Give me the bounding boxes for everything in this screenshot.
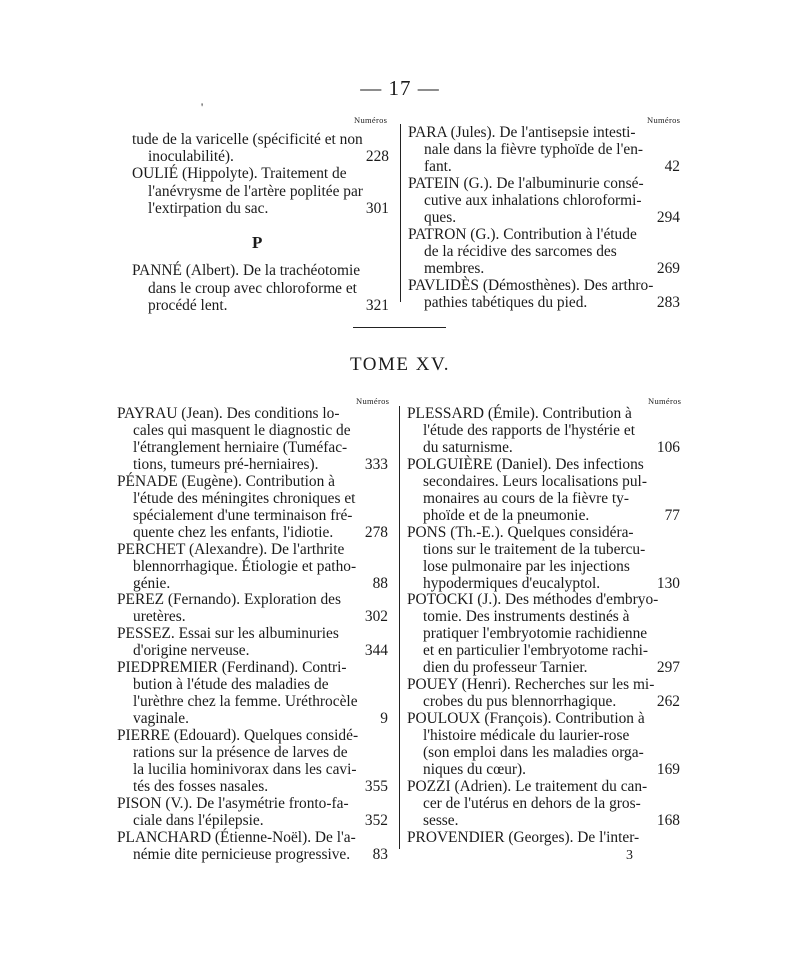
index-entry-line: l'étude des rapports de l'hystérie et — [423, 421, 635, 439]
thesis-number: 301 — [365, 199, 389, 217]
index-entry-head: PAVLIDÈS (Démosthènes). Des arthro- — [408, 277, 654, 294]
top-column-divider — [400, 124, 401, 302]
index-entry-head: PANNÉ (Albert). De la trachéotomie — [132, 262, 361, 280]
thesis-number: 88 — [372, 574, 388, 592]
index-entry-line: tions sur le traitement de la tubercu- — [423, 540, 646, 558]
section-separator-rule — [353, 327, 446, 328]
index-entry-head: PONS (Th.-E.). Quelques considéra- — [407, 523, 634, 541]
index-entry-head: PATEIN (G.). De l'albuminurie consé- — [408, 175, 644, 192]
index-entry-line: l'histoire médicale du laurier-rose — [423, 727, 630, 745]
thesis-number: 283 — [656, 294, 680, 311]
index-entry-line: l'étranglement herniaire (Tuméfac- — [133, 438, 348, 456]
stray-mark: ' — [201, 100, 204, 114]
bottom-right-numeros-heading: Numéros — [648, 396, 682, 406]
index-entry-line: de la récidive des sarcomes des — [424, 243, 617, 260]
section-letter: P — [252, 233, 263, 252]
index-entry-line: nale dans la fièvre typhoïde de l'en- — [424, 141, 644, 158]
index-entry-head: PIERRE (Edouard). Quelques considé- — [117, 727, 359, 745]
index-entry-head: PESSEZ. Essai sur les albuminuries — [117, 625, 339, 643]
index-entry-head: POUEY (Henri). Recherches sur les mi- — [407, 676, 655, 694]
index-entry-head: PÉNADE (Eugène). Contribution à — [117, 472, 335, 490]
index-entry-head: PLANCHARD (Étienne-Noël). De l'a- — [117, 828, 356, 846]
index-entry-line: cer de l'utérus en dehors de la gros- — [423, 794, 641, 812]
index-entry-line: quente chez les enfants, l'idiotie. — [133, 523, 334, 541]
index-entry-line: (son emploi dans les maladies orga- — [423, 744, 644, 761]
top-right-numeros-heading: Numéros — [647, 115, 681, 125]
index-entry-line: bution à l'étude des maladies de — [133, 676, 329, 694]
index-entry-line: ques. — [424, 209, 457, 226]
index-entry-line: ciale dans l'épilepsie. — [133, 811, 264, 829]
index-entry-head: PEREZ (Fernando). Exploration des — [117, 591, 341, 609]
index-entry-line: procédé lent. — [148, 296, 228, 314]
index-entry-line: hypodermiques d'eucalyptol. — [423, 574, 601, 592]
index-entry-head: PARA (Jules). De l'antisepsie intesti- — [408, 124, 636, 141]
index-entry-line: crobes du pus blennorrhagique. — [423, 693, 617, 711]
thesis-number: 355 — [364, 777, 388, 795]
index-entry-line: membres. — [424, 260, 485, 277]
index-entry-line: l'étude des méningites chroniques et — [133, 489, 356, 507]
index-entry-line: cutive aux inhalations chloroformi- — [424, 192, 642, 209]
index-entry-line: pratiquer l'embryotomie rachidienne — [423, 625, 648, 643]
index-entry-line: la lucilia hominivorax dans les cavi- — [133, 760, 357, 778]
index-entry-line: dans le croup avec chloroforme et — [148, 279, 357, 297]
thesis-number: 333 — [364, 455, 388, 473]
index-entry-head: tude de la varicelle (spécificité et non — [132, 131, 363, 148]
index-entry-line: dien du professeur Tarnier. — [423, 659, 588, 677]
index-entry-line: tomie. Des instruments destinés à — [423, 608, 630, 626]
thesis-number: 228 — [365, 148, 389, 166]
index-entry-line: génie. — [133, 574, 171, 592]
index-entry-head: POLGUIÈRE (Daniel). Des infections — [407, 455, 644, 473]
index-entry-line: blennorrhagique. Étiologie et patho- — [133, 557, 357, 575]
thesis-number: 9 — [380, 710, 388, 728]
thesis-number: 278 — [364, 523, 388, 541]
index-entry-line: tés des fosses nasales. — [133, 777, 269, 795]
thesis-number: 169 — [656, 760, 680, 778]
index-entry-line: du saturnisme. — [423, 438, 513, 456]
index-entry-line: pathies tabétiques du pied. — [424, 294, 588, 311]
index-entry-head: POTOCKI (J.). Des méthodes d'embryo- — [407, 591, 659, 609]
index-entry-head: PISON (V.). De l'asymétrie fronto-fa- — [117, 794, 349, 812]
thesis-number: 106 — [656, 438, 680, 456]
thesis-number: 297 — [656, 659, 680, 677]
top-left-numeros-heading: Numéros — [354, 115, 388, 125]
index-entry-line: cales qui masquent le diagnostic de — [133, 421, 351, 439]
index-entry-line: némie dite pernicieuse progressive. — [133, 845, 351, 863]
index-entry-line: uretères. — [133, 608, 186, 626]
index-entry-head: PATRON (G.). Contribution à l'étude — [408, 226, 637, 243]
index-entry-line: phoïde et de la pneumonie. — [423, 506, 590, 524]
index-entry-head: PLESSARD (Émile). Contribution à — [407, 405, 632, 422]
thesis-number: 83 — [372, 845, 388, 863]
index-entry-line: et en particulier l'embryotome rachi- — [423, 642, 648, 660]
thesis-number: 294 — [656, 209, 680, 226]
index-entry-line: vaginale. — [133, 710, 189, 728]
index-entry-line: tions, tumeurs pré-herniaires). — [133, 455, 319, 473]
index-entry-head: PERCHET (Alexandre). De l'arthrite — [117, 540, 345, 558]
thesis-number: 352 — [364, 811, 388, 829]
bottom-left-numeros-heading: Numéros — [356, 396, 390, 406]
index-entry-line: monaires au cours de la fièvre ty- — [423, 489, 629, 507]
index-entry-line: fant. — [424, 158, 452, 175]
thesis-number: 168 — [656, 811, 680, 829]
thesis-number: 302 — [364, 608, 388, 626]
thesis-number: 77 — [664, 506, 680, 524]
index-entry-head: POZZI (Adrien). Le traitement du can- — [407, 777, 648, 795]
index-entry-line: d'origine nerveuse. — [133, 642, 250, 660]
index-entry-head: PAYRAU (Jean). Des conditions lo- — [117, 405, 340, 422]
index-entry-line: l'extirpation du sac. — [148, 199, 269, 217]
index-entry-line: l'urèthre chez la femme. Uréthrocèle — [133, 693, 358, 711]
index-entry-line: sesse. — [423, 811, 459, 829]
index-entry-head: OULIÉ (Hippolyte). Traitement de — [132, 165, 347, 183]
printer-signature: 3 — [626, 848, 633, 863]
thesis-number: 269 — [656, 260, 680, 277]
index-entry-line: rations sur la présence de larves de — [133, 744, 348, 761]
index-entry-line: spécialement d'une terminaison fré- — [133, 506, 353, 524]
thesis-number: 42 — [664, 158, 680, 175]
index-entry-head: PROVENDIER (Georges). De l'inter- — [407, 828, 640, 846]
index-entry-line: niques du cœur). — [423, 760, 527, 778]
bottom-column-divider — [399, 406, 400, 849]
thesis-number: 344 — [364, 642, 388, 660]
index-entry-line: l'anévrysme de l'artère poplitée par — [148, 182, 363, 200]
index-entry-line: inoculabilité). — [148, 148, 234, 166]
thesis-number: 321 — [365, 296, 389, 314]
index-entry-line: lose pulmonaire par les injections — [423, 557, 630, 575]
index-entry-head: PIEDPREMIER (Ferdinand). Contri- — [117, 659, 347, 677]
thesis-number: 262 — [656, 693, 680, 711]
thesis-number: 130 — [656, 574, 680, 592]
tome-heading: TOME XV. — [350, 354, 450, 375]
index-entry-line: secondaires. Leurs localisations pul- — [423, 472, 647, 490]
page-number: — 17 — — [360, 76, 440, 100]
index-entry-head: POULOUX (François). Contribution à — [407, 710, 645, 728]
